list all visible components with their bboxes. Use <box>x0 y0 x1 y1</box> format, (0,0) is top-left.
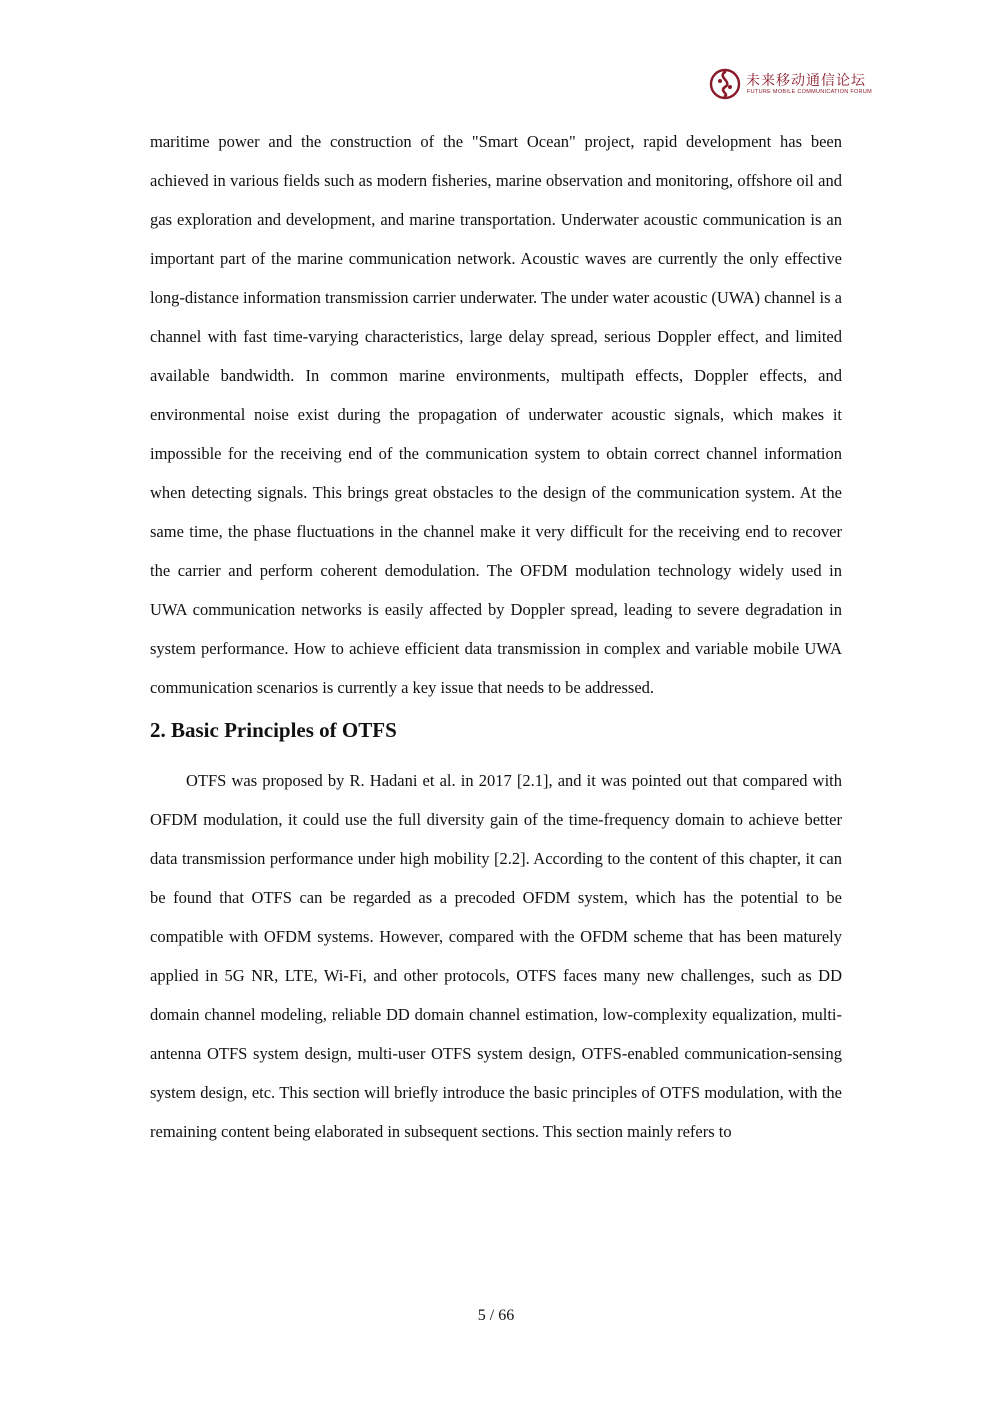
forum-logo <box>709 68 879 102</box>
section-heading: 2. Basic Principles of OTFS <box>150 718 397 742</box>
forum-logo-icon <box>709 68 741 100</box>
otfs-paragraph: OTFS was proposed by R. Hadani et al. in 2017 [2.1], and it was pointed out that compared with OFDM modulation, it could use the full diversity gain of the time-frequency domain to achieve better data transmission performance under high mobility [2.2]. According to the content of this chapter, it can be found that OTFS can be regarded as a precoded OFDM system, which has the potential to be compatible with OFDM systems. However, compared with the OFDM scheme that has been maturely applied in 5G NR, LTE, Wi-Fi, and other protocols, OTFS faces many new challenges, such as DD domain channel modeling, reliable DD domain channel estimation, low-complexity equalization, multi-antenna OTFS system design, multi-user OTFS system design, OTFS-enabled communication-sensing system design, etc. This section will briefly introduce the basic principles of OTFS modulation, with the remaining content being elaborated in subsequent sections. This section mainly refers to <box>150 771 842 1141</box>
main-content <box>150 122 842 1151</box>
logo-english-text: FUTURE MOBILE COMMUNICATION FORUM <box>747 89 872 95</box>
page-number: 5 / 66 <box>477 1307 515 1324</box>
intro-paragraph: maritime power and the construction of the "Smart Ocean" project, rapid development has been achieved in various fields such as modern fisheries, marine observation and monitoring, offshore oil and gas exploration and development, and marine transportation. Underwater acoustic communication is an important part of the marine communication network. Acoustic waves are currently the only effective long-distance information transmission carrier underwater. The under water acoustic (UWA) channel is a channel with fast time-varying characteristics, large delay spread, serious Doppler effect, and limited available bandwidth. In common marine environments, multipath effects, Doppler effects, and environmental noise exist during the propagation of underwater acoustic signals, which makes it impossible for the receiving end of the communication system to obtain correct channel information when detecting signals. This brings great obstacles to the design of the communication system. At the same time, the phase fluctuations in the channel make it very difficult for the receiving end to recover the carrier and perform coherent demodulation. The OFDM modulation technology widely used in UWA communication networks is easily affected by Doppler spread, leading to severe degradation in system performance. How to achieve efficient data transmission in complex and variable mobile UWA communication scenarios is currently a key issue that needs to be addressed. <box>150 132 842 697</box>
logo-chinese-text: 未来移动通信论坛 <box>746 73 866 89</box>
